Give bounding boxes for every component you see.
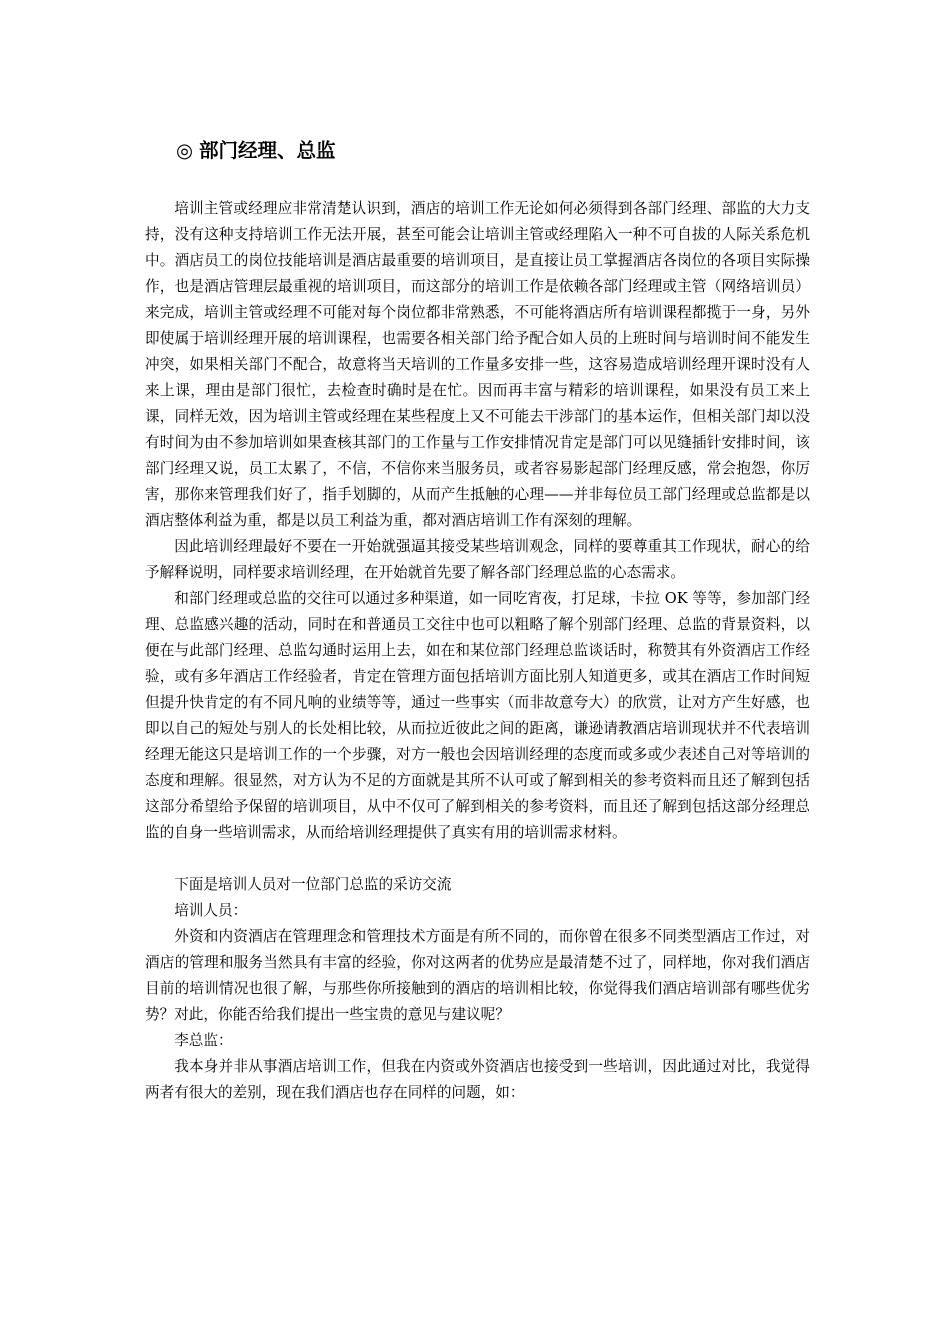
interview-intro: 下面是培训人员对一位部门总监的采访交流 <box>174 876 452 893</box>
paragraph-attitude: 因此培训经理最好不要在一开始就强逼其接受某些培训观念，同样的要尊重其工作现状，耐心的给予解释说明，同样要求培训经理，在开始就首先要了解各部门经理总监的心态需求。 <box>145 538 810 581</box>
section-title: 部门经理、总监 <box>199 139 336 162</box>
section-heading <box>176 136 336 166</box>
body-text <box>145 196 810 1106</box>
paragraph-communication: 和部门经理或总监的交往可以通过多种渠道，如一同吃宵夜，打足球，卡拉 OK 等等，参加部门经理、总监感兴趣的活动，同时在和普通员工交往中也可以粗略了解个别部门经理、总监的背景资料，以便在与此部门经理、总监勾通时运用上去，如在和某位部门经理总监谈话时，称赞其有外资酒店工作经验，或有多年酒店工作经验者，肯定在管理方面包括培训方面比别人知道更多，或其在酒店工作时间短但提升快肯定的有不同凡响的业绩等等，通过一些事实（而非故意夸大）的欣赏，让对方产生好感，也即以自己的短处与别人的长处相比较，从而拉近彼此之间的距离，谦逊请教酒店培训现状并不代表培训经理无能这只是培训工作的一个步骤，对方一般也会因培训经理的态度而或多或少表述自己对等培训的态度和理解。很显然，对方认为不足的方面就是其所不认可或了解到相关的参考资料而且还了解到包括这部分希望给予保留的培训项目，从中不仅可了解到相关的参考资料，而且还了解到包括这部分经理总监的自身一些培训需求，从而给培训经理提供了真实有用的培训需求材料。 <box>145 590 810 841</box>
circle-symbol-icon: ◎ <box>176 139 194 162</box>
trainer-label: 培训人员： <box>174 902 248 919</box>
trainer-question: 外资和内资酒店在管理理念和管理技术方面是有所不同的，而你曾在很多不同类型酒店工作过，对酒店的管理和服务当然具有丰富的经验，你对这两者的优势应是最清楚不过了，同样地，你对我们酒店目前的培训情况也很了解，与那些你所接触到的酒店的培训相比较，你觉得我们酒店培训部有哪些优劣势？对此，你能否给我们提出一些宝贵的意见与建议呢？ <box>145 928 810 1023</box>
director-answer: 我本身并非从事酒店培训工作，但我在内资或外资酒店也接受到一些培训，因此通过对比，我觉得两者有很大的差别，现在我们酒店也存在同样的问题，如： <box>145 1058 810 1101</box>
paragraph-gap <box>145 846 810 872</box>
paragraph-support: 培训主管或经理应非常清楚认识到，酒店的培训工作无论如何必须得到各部门经理、部监的大力支持，没有这种支持培训工作无法开展，甚至可能会让培训主管或经理陷入一种不可自拔的人际关系危机中。酒店员工的岗位技能培训是酒店最重要的培训项目，是直接让员工掌握酒店各岗位的各项目实际操作，也是酒店管理层最重视的培训项目，而这部分的培训工作是依赖各部门经理或主管（网络培训员）来完成，培训主管或经理不可能对每个岗位都非常熟悉，不可能将酒店所有培训课程都揽于一身，另外即使属于培训经理开展的培训课程，也需要各相关部门给予配合如人员的上班时间与培训时间不能发生冲突，如果相关部门不配合，故意将当天培训的工作量多安排一些，这容易造成培训经理开课时没有人来上课，理由是部门很忙，去检查时确时是在忙。因而再丰富与精彩的培训课程，如果没有员工来上课，同样无效，因为培训主管或经理在某些程度上又不可能去干涉部门的基本运作，但相关部门却以没有时间为由不参加培训如果查核其部门的工作量与工作安排情况肯定是部门可以见缝插针安排时间，该部门经理又说，员工太累了，不信，不信你来当服务员，或者容易影起部门经理反感，常会抱怨，你厉害，那你来管理我们好了，指手划脚的，从而产生抵触的心理——并非每位员工部门经理或总监都是以酒店整体利益为重，都是以员工利益为重，都对酒店培训工作有深刻的理解。 <box>145 200 810 529</box>
director-label: 李总监： <box>174 1032 233 1049</box>
